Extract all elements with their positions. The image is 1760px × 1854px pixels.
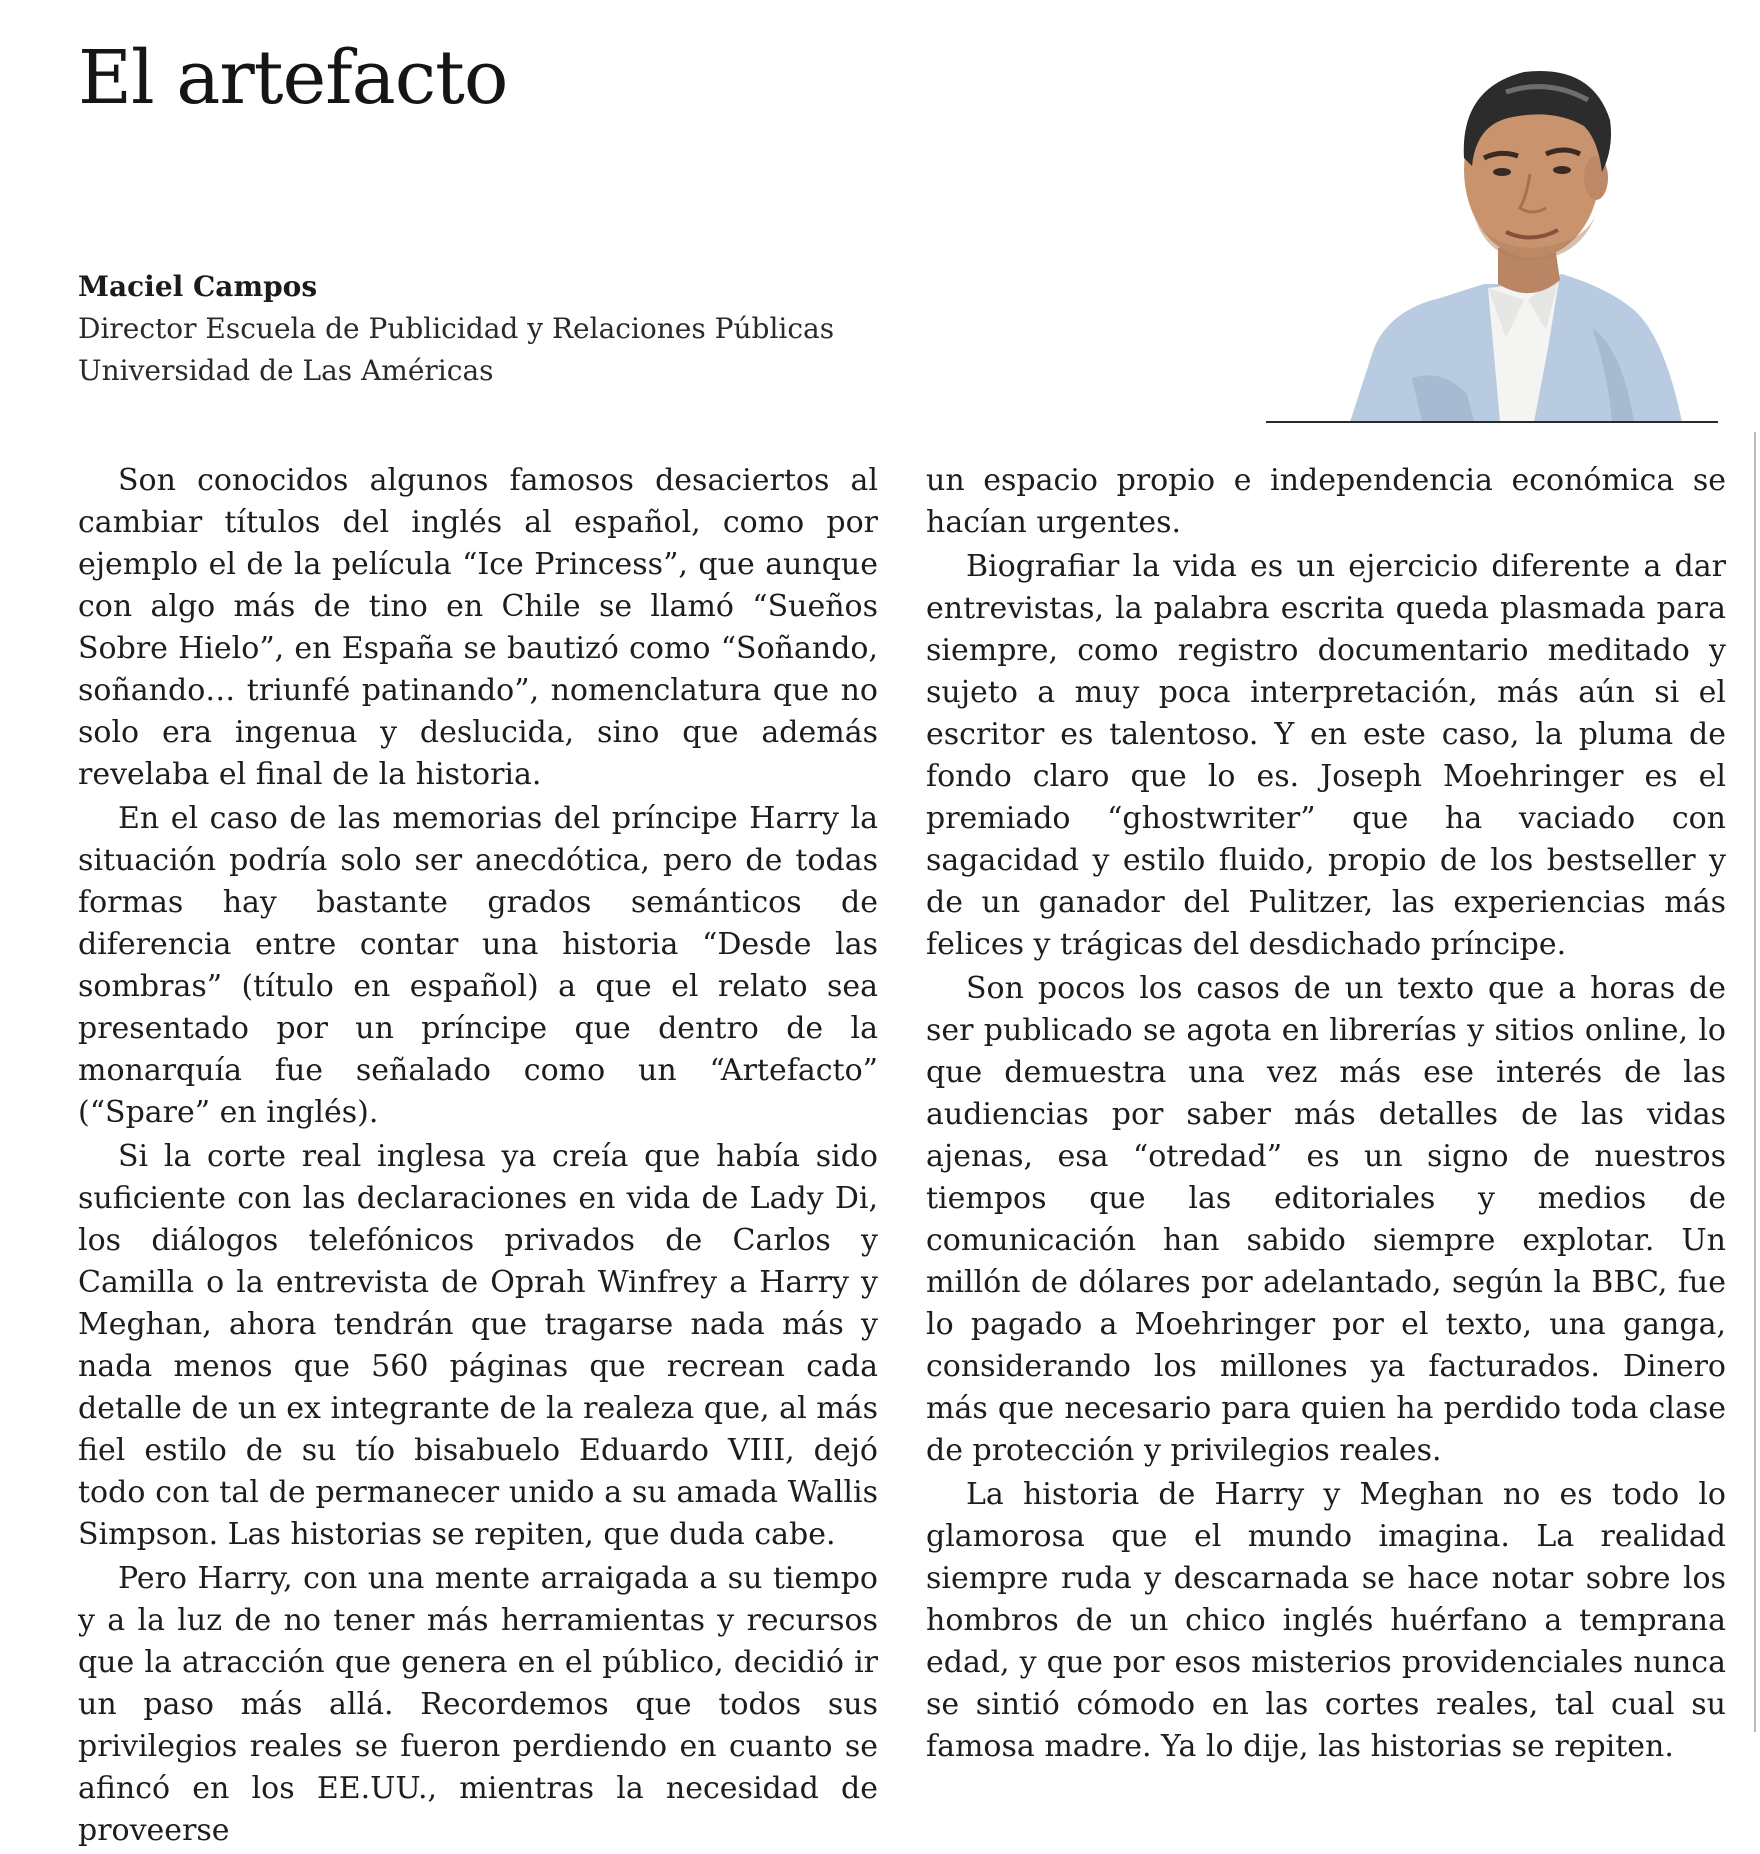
article-title: El artefacto — [78, 35, 508, 121]
paragraph: En el caso de las memorias del príncipe Harry la situación podría solo ser anecdótica, pero de todas formas hay bastante grados semánticos de diferencia entre contar una historia “Desde las sombras” (título en español) a que el relato sea presentado por un príncipe que dentro de la monarquía fue señalado como un “Artefacto” (“Spare” en inglés). — [78, 801, 878, 1130]
paragraph: Son conocidos algunos famosos desaciertos al cambiar títulos del inglés al español, como por ejemplo el de la película “Ice Princess”, que aunque con algo más de tino en Chile se llamó “Sueños Sobre Hielo”, en España se bautizó como “Soñando, soñando… triunfé patinando”, nomenclatura que no solo era ingenua y deslucida, sino que además revelaba el final de la historia. — [78, 463, 878, 792]
author-institution: Universidad de Las Américas — [78, 354, 494, 387]
paragraph: Biografiar la vida es un ejercicio diferente a dar entrevistas, la palabra escrita queda plasmada para siempre, como registro documentario meditado y sujeto a muy poca interpretación, más aún si el escritor es talentoso. Y en este caso, la pluma de fondo claro que lo es. Joseph Moehringer es el premiado “ghostwriter” que ha vaciado con sagacidad y estilo fluido, propio de los bestseller y de un ganador del Pulitzer, las experiencias más felices y trágicas del desdichado príncipe. — [926, 549, 1726, 962]
photo-divider — [1266, 421, 1718, 423]
author-role: Director Escuela de Publicidad y Relaciones Públicas — [78, 312, 835, 345]
paragraph: La historia de Harry y Meghan no es todo lo glamorosa que el mundo imagina. La realidad siempre ruda y descarnada se hace notar sobre los hombros de un chico inglés huérfano a temprana edad, y que por esos misterios providenciales nunca se sintió cómodo en las cortes reales, tal cual su famosa madre. Ya lo dije, las historias se repiten. — [926, 1477, 1726, 1764]
byline — [78, 266, 978, 392]
paragraph-continued: un espacio propio e independencia económica se hacían urgentes. — [926, 463, 1726, 540]
author-photo — [1262, 48, 1722, 422]
article-column-right — [926, 460, 1726, 1770]
article-column-left — [78, 460, 878, 1854]
paragraph: Si la corte real inglesa ya creía que había sido suficiente con las declaraciones en vida de Lady Di, los diálogos telefónicos privados de Carlos y Camilla o la entrevista de Oprah Winfrey a Harry y Meghan, ahora tendrán que tragarse nada más y nada menos que 560 páginas que recrean cada detalle de un ex integrante de la realeza que, al más fiel estilo de su tío bisabuelo Eduardo VIII, dejó todo con tal de permanecer unido a su amada Wallis Simpson. Las historias se repiten, que duda cabe. — [78, 1139, 878, 1552]
paragraph: Pero Harry, con una mente arraigada a su tiempo y a la luz de no tener más herramientas y recursos que la atracción que genera en el público, decidió ir un paso más allá. Recordemos que todos sus privilegios reales se fueron perdiendo en cuanto se afincó en los EE.UU., mientras la necesidad de proveerse — [78, 1561, 878, 1848]
page-edge-rule — [1754, 432, 1756, 1732]
paragraph: Son pocos los casos de un texto que a horas de ser publicado se agota en librerías y sitios online, lo que demuestra una vez más ese interés de las audiencias por saber más detalles de las vidas ajenas, esa “otredad” es un signo de nuestros tiempos que las editoriales y medios de comunicación han sabido siempre explotar. Un millón de dólares por adelantado, según la BBC, fue lo pagado a Moehringer por el texto, una ganga, considerando los millones ya facturados. Dinero más que necesario para quien ha perdido toda clase de protección y privilegios reales. — [926, 971, 1726, 1468]
author-name: Maciel Campos — [78, 270, 318, 303]
